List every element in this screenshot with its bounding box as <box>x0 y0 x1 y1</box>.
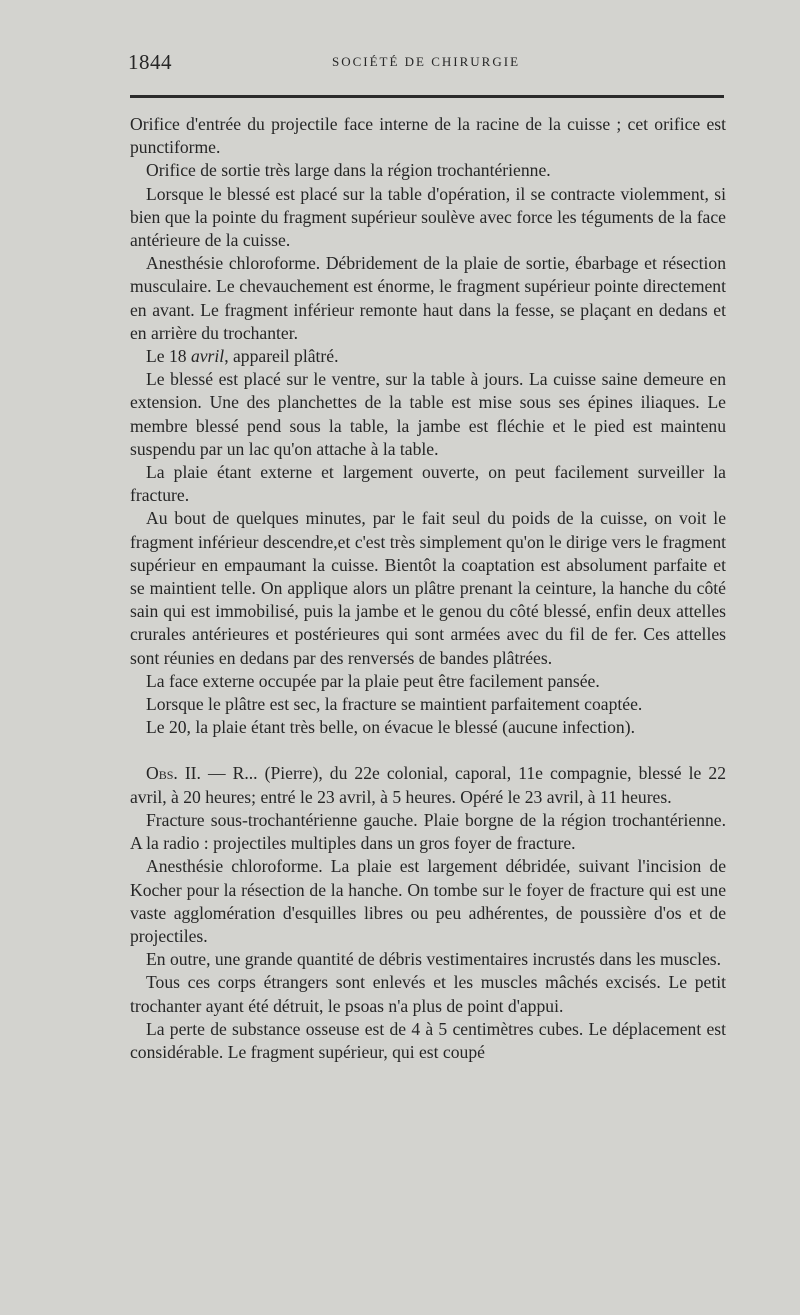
paragraph: Fracture sous-trochantérienne gauche. Plaie borgne de la région trochantérienne. A la radio : projectiles multiples dans un gros foyer de fracture. <box>130 809 726 854</box>
paragraph: Anesthésie chloroforme. Débridement de la plaie de sortie, ébarbage et résection musculaire. Le chevauchement est énorme, le fragment supérieur pointe directement en avant. Le fragment inférieur remonte haut dans la fesse, se plaçant en dedans et en arrière du trochanter. <box>130 253 726 343</box>
italic-date: avril <box>190 346 225 367</box>
body-text <box>130 113 726 1064</box>
paragraph <box>130 345 726 368</box>
paragraph: Le 20, la plaie étant très belle, on évacue le blessé (aucune infection). <box>146 717 635 738</box>
paragraph: La face externe occupée par la plaie peut être facilement pansée. <box>146 670 600 691</box>
paragraph: Lorsque le blessé est placé sur la table d'opération, il se contracte violemment, si bien que la pointe du fragment supérieur soulève avec force les téguments de la face antérieure de la cuisse. <box>130 183 726 251</box>
paragraph: Tous ces corps étrangers sont enlevés et les muscles mâchés excisés. Le petit trochanter ayant été détruit, le psoas n'a plus de point d'appui. <box>130 972 726 1016</box>
paragraph: Le blessé est placé sur le ventre, sur la table à jours. La cuisse saine demeure en extension. Une des planchettes de la table est mise sous ses épines iliaques. Le membre blessé pend sous la table, la jambe est fléchie et le pied est maintenu suspendu par un lac qu'on attache à la table. <box>130 369 726 459</box>
paragraph: Au bout de quelques minutes, par le fait seul du poids de la cuisse, on voit le fragment inférieur descendre,et c'est très simplement qu'on le dirige vers le fragment supérieur en empaumant la cuisse. Bientôt la coaptation est absolument parfaite et se maintient telle. On applique alors un plâtre prenant la ceinture, la hanche du côté sain qui est immobilisé, puis la jambe et le genou du côté blessé, enfin deux attelles crurales antérieures et postérieures qui sont armées avec du fil de fer. Ces attelles sont réunies en dedans par des renversés de bandes plâtrées. <box>130 508 726 668</box>
paragraph: La perte de substance osseuse est de 4 à 5 centimètres cubes. Le déplacement est considérable. Le fragment supérieur, qui est coupé <box>130 1018 726 1062</box>
text-run: — R... (Pierre), du 22e colonial, caporal, 11e compagnie, blessé le 22 avril, à 20 heures; entré le 23 avril, à 5 heures. Opéré le 23 avril, à 11 heures. <box>130 763 726 807</box>
paragraph: La plaie étant externe et largement ouverte, on peut facilement surveiller la fracture. <box>130 462 726 506</box>
paragraph: En outre, une grande quantité de débris vestimentaires incrustés dans les muscles. <box>146 949 722 970</box>
header-rule <box>130 95 724 98</box>
paragraph: Orifice de sortie très large dans la région trochantérienne. <box>146 160 551 181</box>
running-title: SOCIÉTÉ DE CHIRURGIE <box>331 54 521 69</box>
page-number: 1844 <box>128 50 172 74</box>
observation-heading-paragraph <box>130 762 726 808</box>
paragraph: Orifice d'entrée du projectile face interne de la racine de la cuisse ; cet orifice est punctiforme. <box>130 114 726 158</box>
paragraph: Lorsque le plâtre est sec, la fracture se maintient parfaitement coaptée. <box>146 694 643 715</box>
observation-label: Obs. II. <box>146 763 201 784</box>
text-run: , appareil plâtré. <box>224 346 339 367</box>
text-run: Le 18 <box>146 346 191 367</box>
page-header <box>128 50 724 80</box>
paragraph: Anesthésie chloroforme. La plaie est largement débridée, suivant l'incision de Kocher pour la résection de la hanche. On tombe sur le foyer de fracture qui est une vaste agglomération d'esquilles libres ou peu adhérentes, de poussière d'os et de projectiles. <box>130 856 726 946</box>
